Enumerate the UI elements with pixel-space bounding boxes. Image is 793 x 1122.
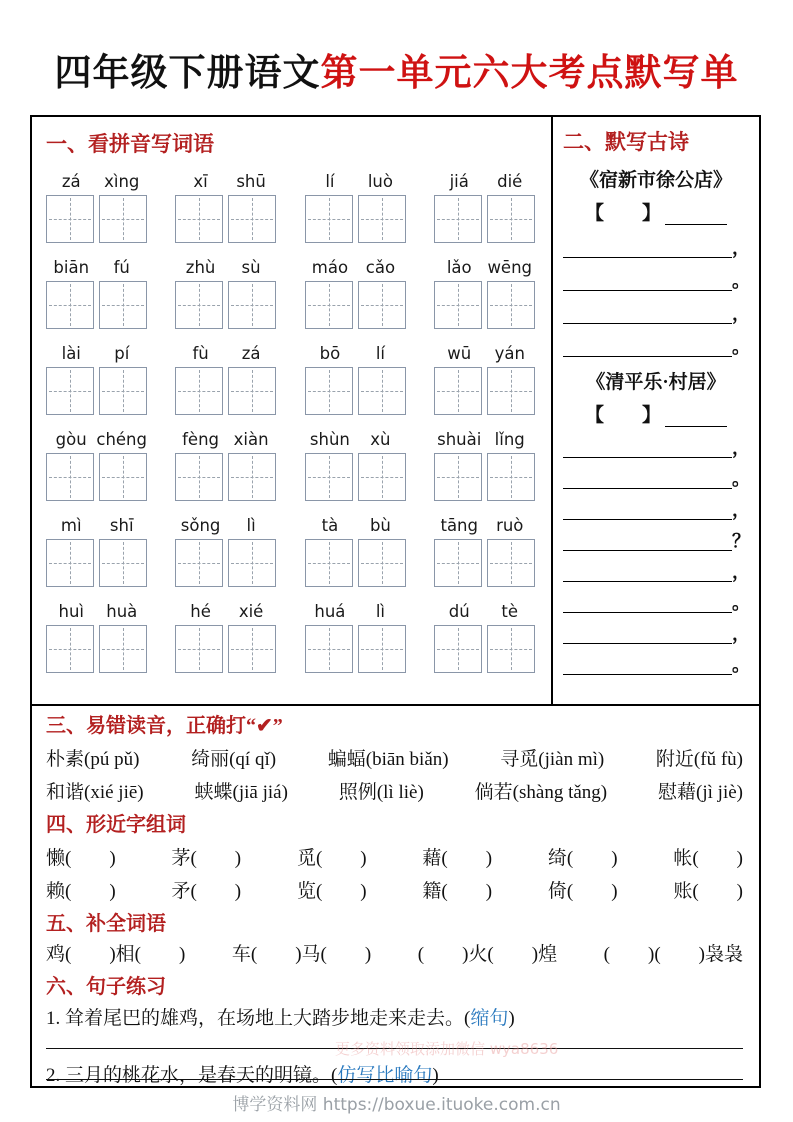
writing-grid-cell — [305, 453, 353, 501]
pinyin-labels — [175, 171, 276, 195]
word-formation-item: 懒( ) — [46, 848, 116, 869]
answer-underline — [563, 518, 732, 520]
pinyin-word-group — [46, 515, 147, 587]
question-1 — [46, 1006, 743, 1032]
pinyin-labels — [175, 429, 276, 453]
pinyin-labels — [305, 515, 406, 539]
pinyin-syllable: xìng — [104, 172, 140, 191]
section6-heading: 六、句子练习 — [46, 976, 166, 998]
pinyin-word-group — [434, 601, 535, 673]
pinyin-labels — [434, 171, 535, 195]
pinyin-syllable: luò — [367, 172, 393, 191]
writing-grid-cell — [358, 539, 406, 587]
writing-grid-cell — [99, 367, 147, 415]
pinyin-syllable: máo — [311, 258, 349, 277]
answer-underline — [563, 549, 732, 551]
answer-underline — [563, 611, 732, 613]
writing-boxes — [434, 539, 535, 587]
answer-underline — [563, 642, 732, 644]
page-title — [0, 42, 793, 96]
writing-boxes — [46, 281, 147, 329]
writing-grid-cell — [305, 367, 353, 415]
pinyin-row — [32, 343, 551, 415]
complete-word-group: 鸡( )相( ) — [46, 944, 186, 965]
writing-grid-cell — [46, 367, 94, 415]
pinyin-labels — [305, 601, 406, 625]
section3-rows — [46, 747, 743, 805]
writing-grid-cell — [305, 281, 353, 329]
poem-blank-line — [563, 458, 749, 489]
pinyin-word-group — [434, 515, 535, 587]
section4-row — [46, 846, 743, 871]
writing-grid-cell — [434, 625, 482, 673]
complete-word-group: ( )( )袅袅 — [603, 944, 743, 965]
poem-blank-line — [563, 582, 749, 613]
pinyin-syllable: lǐng — [494, 430, 525, 449]
punctuation: ， — [732, 438, 750, 458]
writing-grid-cell — [358, 625, 406, 673]
writing-grid-cell — [228, 625, 276, 673]
poem-blank-line — [563, 489, 749, 520]
complete-word-group: 车( )马( ) — [231, 944, 372, 965]
pinyin-row — [32, 515, 551, 587]
paren-open: ( — [464, 1008, 471, 1029]
poem-title: 《清平乐·村居》 — [586, 372, 726, 393]
pinyin-word-group — [305, 171, 406, 243]
pinyin-syllable: lì — [375, 602, 385, 621]
punctuation: 。 — [732, 337, 750, 357]
writing-boxes — [46, 453, 147, 501]
pinyin-labels — [434, 343, 535, 367]
word-formation-item: 帐( ) — [673, 848, 743, 869]
writing-grid-cell — [358, 367, 406, 415]
pinyin-labels — [175, 257, 276, 281]
pinyin-word-group — [434, 257, 535, 329]
writing-boxes — [305, 367, 406, 415]
writing-grid-cell — [99, 195, 147, 243]
question-2-text: 2. 三月的桃花水，是春天的明镜。 — [46, 1065, 332, 1086]
pinyin-syllable: tà — [321, 516, 339, 535]
writing-boxes — [434, 625, 535, 673]
writing-boxes — [434, 367, 535, 415]
pinyin-labels — [46, 515, 147, 539]
section4-heading: 四、形近字组词 — [46, 814, 186, 836]
answer-underline — [563, 256, 732, 258]
pinyin-word-group — [305, 257, 406, 329]
writing-grid-cell — [487, 539, 535, 587]
section-poem-dictation — [553, 117, 759, 704]
writing-grid-cell — [487, 281, 535, 329]
answer-underline — [563, 673, 732, 675]
pinyin-word-group — [175, 515, 276, 587]
punctuation: ， — [732, 562, 750, 582]
pinyin-word-group — [305, 601, 406, 673]
pinyin-syllable: mì — [60, 516, 82, 535]
paren-open: ( — [331, 1065, 338, 1086]
section-pinyin-words — [32, 117, 553, 704]
answer-underline — [563, 580, 732, 582]
pinyin-syllable: shū — [236, 172, 266, 191]
writing-boxes — [46, 367, 147, 415]
writing-boxes — [434, 281, 535, 329]
word-formation-item: 矛( ) — [171, 881, 242, 902]
pinyin-labels — [305, 171, 406, 195]
faint-watermark: 更多资料领取添加微信 wya8636 — [335, 1040, 559, 1058]
writing-grid-cell — [305, 625, 353, 673]
writing-grid-cell — [487, 453, 535, 501]
pronunciation-item: 绮丽(qí qǐ) — [191, 749, 277, 770]
question-1-text: 1. 耸着尾巴的雄鸡，在场地上大踏步地走来走去。 — [46, 1008, 465, 1029]
punctuation: 。 — [732, 655, 750, 675]
pinyin-syllable: bù — [369, 516, 391, 535]
answer-underline — [563, 289, 732, 291]
poem-blank-line — [563, 258, 749, 291]
punctuation: 。 — [732, 469, 750, 489]
poem-blank-line — [563, 427, 749, 458]
pinyin-syllable: biān — [53, 258, 90, 277]
pinyin-syllable: lí — [375, 344, 385, 363]
word-formation-item: 账( ) — [673, 881, 743, 902]
writing-boxes — [175, 281, 276, 329]
pinyin-word-group — [46, 429, 147, 501]
pinyin-syllable: shùn — [309, 430, 350, 449]
pinyin-syllable: zhù — [185, 258, 216, 277]
poem-block — [561, 165, 751, 357]
section5-heading: 五、补全词语 — [46, 913, 166, 935]
pinyin-labels — [305, 343, 406, 367]
pinyin-syllable: wū — [447, 344, 472, 363]
pinyin-labels — [46, 429, 147, 453]
pinyin-word-group — [434, 171, 535, 243]
poem-blank-line — [563, 520, 749, 551]
pinyin-syllable: xiàn — [233, 430, 269, 449]
answer-underline — [563, 322, 732, 324]
pinyin-labels — [175, 343, 276, 367]
writing-grid-cell — [228, 367, 276, 415]
pinyin-word-group — [175, 343, 276, 415]
pinyin-syllable: bō — [319, 344, 341, 363]
pinyin-syllable: lí — [325, 172, 335, 191]
author-blank-underline — [665, 204, 727, 225]
author-bracket: 【 】 — [584, 405, 661, 426]
writing-grid-cell — [228, 539, 276, 587]
pinyin-syllable: pí — [114, 344, 130, 363]
poem-author-row — [561, 198, 751, 225]
writing-grid-cell — [434, 453, 482, 501]
pinyin-labels — [46, 257, 147, 281]
pinyin-labels — [305, 429, 406, 453]
poem-blank-line — [563, 613, 749, 644]
top-area — [32, 117, 759, 706]
writing-grid-cell — [46, 625, 94, 673]
pinyin-syllable: zá — [241, 344, 261, 363]
writing-boxes — [175, 453, 276, 501]
writing-grid-cell — [358, 453, 406, 501]
poem-blank-line — [563, 324, 749, 357]
answer-underline — [563, 456, 732, 458]
writing-grid-cell — [487, 625, 535, 673]
writing-grid-cell — [228, 453, 276, 501]
word-formation-item: 茅( ) — [171, 848, 242, 869]
pinyin-syllable: yán — [494, 344, 525, 363]
writing-grid-cell — [305, 539, 353, 587]
question-1-tag: 缩句 — [470, 1008, 509, 1029]
pinyin-syllable: ruò — [496, 516, 524, 535]
pinyin-syllable: dú — [448, 602, 470, 621]
author-bracket: 【 】 — [584, 203, 661, 224]
punctuation: ， — [732, 500, 750, 520]
pinyin-row — [32, 601, 551, 673]
pinyin-labels — [175, 515, 276, 539]
writing-boxes — [46, 539, 147, 587]
pinyin-labels — [305, 257, 406, 281]
pinyin-labels — [434, 601, 535, 625]
footer-watermark: 博学资料网 https://boxue.ituoke.com.cn — [232, 1095, 561, 1115]
writing-boxes — [434, 195, 535, 243]
writing-grid-cell — [305, 195, 353, 243]
pinyin-syllable: huá — [314, 602, 346, 621]
section3-row — [46, 747, 743, 772]
pinyin-syllable: xī — [193, 172, 208, 191]
pronunciation-item: 朴素(pú pǔ) — [46, 749, 140, 770]
pinyin-syllable: chéng — [96, 430, 147, 449]
pinyin-word-group — [46, 171, 147, 243]
writing-grid-cell — [46, 195, 94, 243]
writing-boxes — [305, 281, 406, 329]
pinyin-syllable: sù — [241, 258, 261, 277]
section4-row — [46, 879, 743, 904]
pronunciation-item: 寻觅(jiàn mì) — [500, 749, 605, 770]
writing-grid-cell — [99, 539, 147, 587]
pronunciation-item: 附近(fǔ fù) — [655, 749, 743, 770]
pronunciation-item: 照例(lì liè) — [338, 782, 424, 803]
pinyin-row — [32, 429, 551, 501]
pinyin-syllable: fú — [113, 258, 130, 277]
pinyin-labels — [434, 515, 535, 539]
writing-boxes — [175, 625, 276, 673]
pinyin-syllable: tè — [501, 602, 519, 621]
page-title-black: 四年级下册语文 — [54, 53, 321, 94]
writing-boxes — [175, 367, 276, 415]
writing-grid-cell — [434, 281, 482, 329]
writing-boxes — [175, 195, 276, 243]
pinyin-syllable: lì — [246, 516, 256, 535]
pinyin-word-group — [175, 257, 276, 329]
writing-grid-cell — [358, 195, 406, 243]
writing-boxes — [46, 195, 147, 243]
poem-author-row — [561, 400, 751, 427]
poem-title: 《宿新市徐公店》 — [579, 170, 732, 191]
writing-grid-cell — [175, 281, 223, 329]
writing-grid-cell — [99, 281, 147, 329]
answer-underline — [46, 1079, 743, 1080]
pinyin-syllable: zá — [61, 172, 81, 191]
section3-heading: 三、易错读音，正确打“✔” — [46, 715, 283, 737]
pronunciation-item: 倘若(shàng tǎng) — [474, 782, 608, 803]
pinyin-syllable: shī — [109, 516, 134, 535]
writing-grid-cell — [46, 453, 94, 501]
pinyin-syllable: huì — [58, 602, 84, 621]
pinyin-word-group — [305, 515, 406, 587]
pinyin-syllable: sǒng — [180, 516, 221, 535]
writing-grid-cell — [434, 195, 482, 243]
writing-boxes — [305, 625, 406, 673]
writing-grid-cell — [46, 281, 94, 329]
pinyin-labels — [434, 257, 535, 281]
pinyin-labels — [46, 171, 147, 195]
pinyin-syllable: xié — [238, 602, 264, 621]
pinyin-word-group — [46, 343, 147, 415]
pronunciation-item: 蛱蝶(jiā jiá) — [194, 782, 288, 803]
question-2-tag: 仿写比喻句 — [337, 1065, 433, 1086]
pinyin-labels — [434, 429, 535, 453]
writing-grid-cell — [228, 281, 276, 329]
question-2 — [46, 1063, 743, 1088]
writing-grid-cell — [434, 539, 482, 587]
author-blank-underline — [665, 406, 727, 427]
poem-blank-line — [563, 225, 749, 258]
pinyin-word-group — [175, 601, 276, 673]
pinyin-labels — [46, 343, 147, 367]
poem-block — [561, 367, 751, 675]
poem-blank-line — [563, 644, 749, 675]
pinyin-word-group — [305, 429, 406, 501]
writing-boxes — [305, 195, 406, 243]
paren-close: ) — [432, 1065, 439, 1086]
pinyin-word-group — [175, 171, 276, 243]
pinyin-syllable: lǎo — [446, 258, 472, 277]
punctuation: 。 — [732, 271, 750, 291]
pinyin-word-group — [46, 257, 147, 329]
section5-row — [46, 942, 743, 967]
pronunciation-item: 蝙蝠(biān biǎn) — [327, 749, 449, 770]
pinyin-syllable: gòu — [55, 430, 87, 449]
writing-boxes — [46, 625, 147, 673]
pinyin-syllable: tāng — [440, 516, 478, 535]
pinyin-word-group — [434, 429, 535, 501]
pinyin-syllable: cǎo — [365, 258, 396, 277]
pinyin-syllable: jiá — [449, 172, 469, 191]
punctuation: ， — [732, 238, 750, 258]
writing-boxes — [175, 539, 276, 587]
writing-grid-cell — [487, 195, 535, 243]
pinyin-row — [32, 171, 551, 243]
writing-grid-cell — [358, 281, 406, 329]
pinyin-word-group — [305, 343, 406, 415]
writing-grid-cell — [175, 195, 223, 243]
pinyin-syllable: hé — [190, 602, 211, 621]
punctuation: ， — [732, 624, 750, 644]
pinyin-syllable: dié — [497, 172, 523, 191]
section4-rows — [46, 846, 743, 904]
writing-grid-cell — [175, 539, 223, 587]
pronunciation-item: 和谐(xié jiē) — [46, 782, 144, 803]
word-formation-item: 藉( ) — [422, 848, 493, 869]
word-formation-item: 籍( ) — [422, 881, 493, 902]
pinyin-syllable: xù — [370, 430, 391, 449]
writing-grid-cell — [99, 625, 147, 673]
writing-grid-cell — [434, 367, 482, 415]
writing-grid-cell — [175, 625, 223, 673]
answer-underline — [563, 355, 732, 357]
pinyin-word-group — [434, 343, 535, 415]
pinyin-syllable: fù — [192, 344, 209, 363]
pinyin-word-group — [175, 429, 276, 501]
pinyin-word-group — [46, 601, 147, 673]
word-formation-item: 览( ) — [296, 881, 367, 902]
paren-close: ) — [508, 1008, 515, 1029]
word-formation-item: 觅( ) — [296, 848, 367, 869]
word-formation-item: 赖( ) — [46, 881, 116, 902]
punctuation: 。 — [732, 593, 750, 613]
poem-blank-line — [563, 551, 749, 582]
writing-grid-cell — [228, 195, 276, 243]
answer-underline — [563, 487, 732, 489]
writing-boxes — [305, 539, 406, 587]
punctuation: ？ — [732, 531, 750, 551]
pinyin-labels — [46, 601, 147, 625]
pinyin-syllable: wēng — [487, 258, 533, 277]
writing-grid-cell — [175, 453, 223, 501]
pinyin-labels — [175, 601, 276, 625]
section3-row — [46, 780, 743, 805]
complete-word-group: ( )火( )煌 — [417, 944, 558, 965]
worksheet-frame — [30, 115, 761, 1088]
punctuation: ， — [732, 304, 750, 324]
poems-container — [561, 155, 751, 675]
section1-heading: 一、看拼音写词语 — [46, 132, 214, 156]
pinyin-grid — [32, 171, 551, 673]
pinyin-syllable: lài — [61, 344, 81, 363]
word-formation-item: 绮( ) — [547, 848, 618, 869]
pronunciation-item: 慰藉(jì jiè) — [658, 782, 743, 803]
writing-boxes — [305, 453, 406, 501]
writing-boxes — [434, 453, 535, 501]
writing-grid-cell — [99, 453, 147, 501]
pinyin-syllable: fèng — [182, 430, 220, 449]
poem-blank-line — [563, 291, 749, 324]
pinyin-syllable: huà — [106, 602, 138, 621]
page-title-red: 第一单元六大考点默写单 — [320, 53, 739, 94]
word-formation-item: 倚( ) — [547, 881, 618, 902]
writing-grid-cell — [175, 367, 223, 415]
pinyin-row — [32, 257, 551, 329]
section2-heading: 二、默写古诗 — [563, 130, 689, 154]
bottom-area — [32, 706, 759, 1088]
writing-grid-cell — [46, 539, 94, 587]
pinyin-syllable: shuài — [437, 430, 482, 449]
writing-grid-cell — [487, 367, 535, 415]
